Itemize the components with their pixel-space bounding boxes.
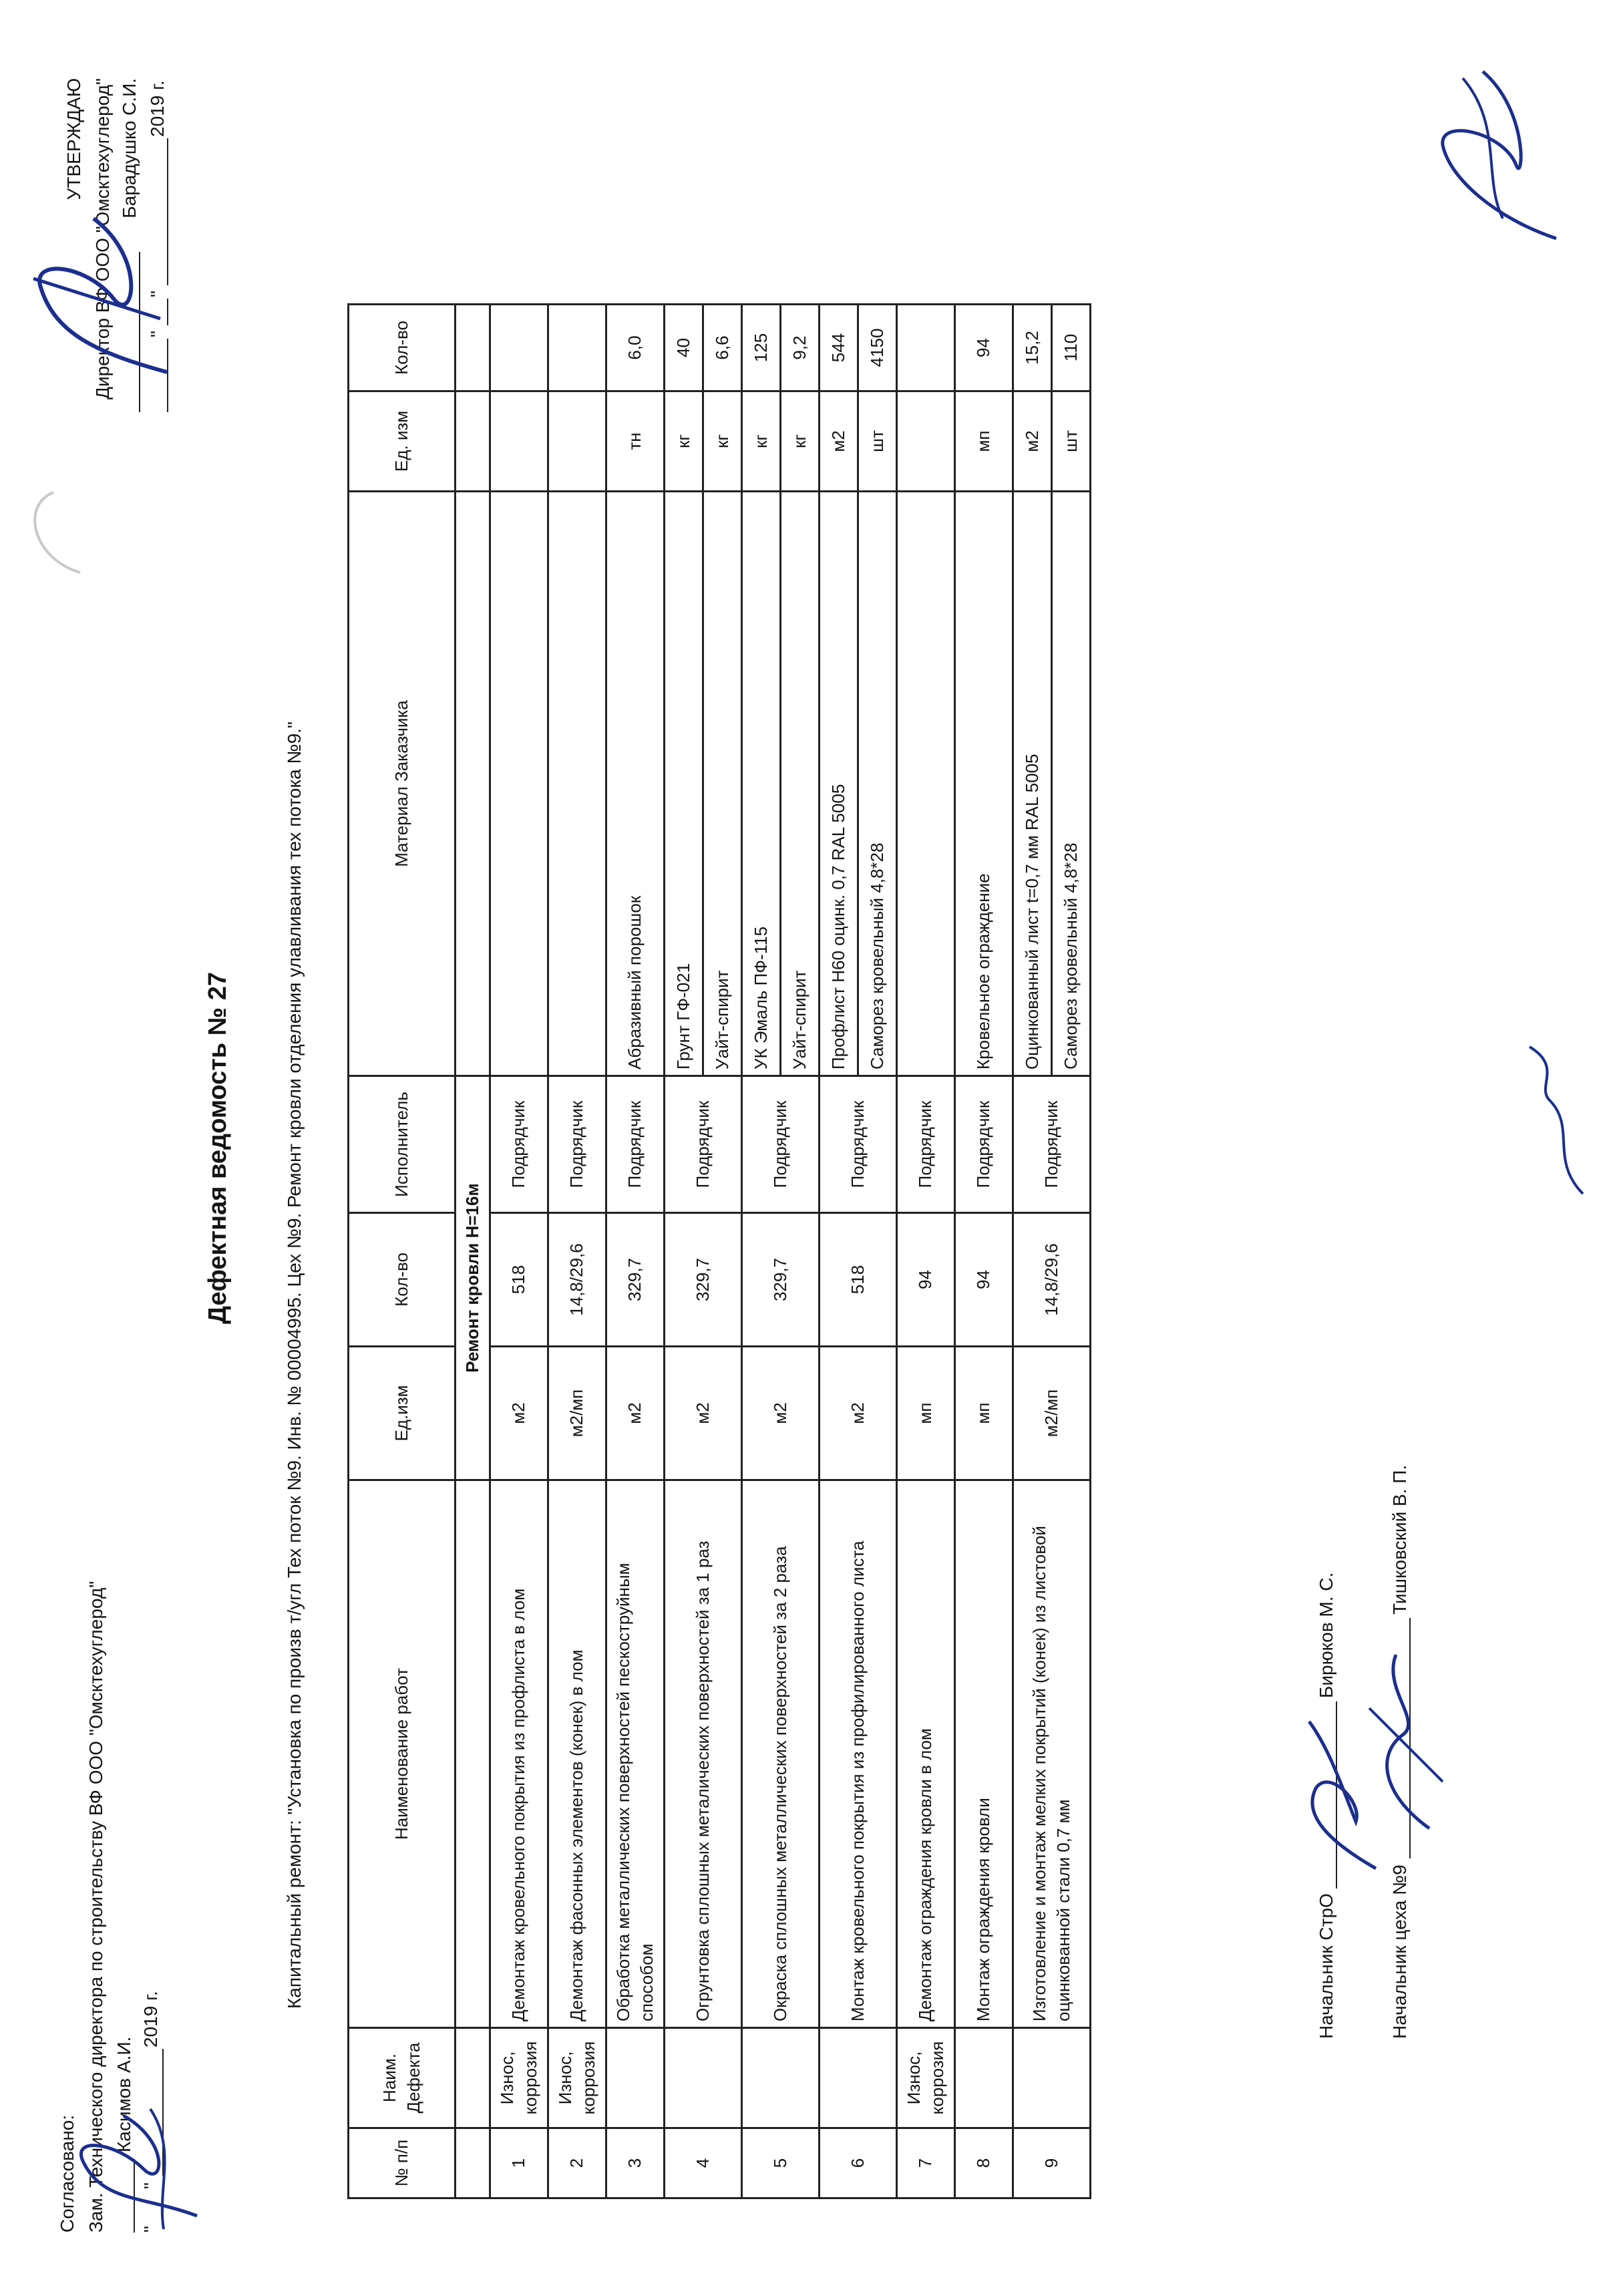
row-qty: 14,8/29,6 [548,1213,606,1347]
row-qty: 329,7 [606,1213,665,1347]
header-num: № п/п [349,2128,456,2198]
row-defect: Износ, коррозия [897,2028,955,2128]
table-row [897,305,955,2198]
row-work-name: Окраска сплошных металлических поверхностей за 2 раза [742,1480,820,2028]
document-subtitle: Капитальный ремонт: "Установка по произв т/угл Тех поток №9. Инв. № 00004995. Цех №9. Ремонт кровли отделения улавливания тех потока №9." [284,721,305,2009]
material-qty: 40 [665,305,703,391]
agreed-label: Согласовано: [57,2114,77,2233]
row-unit: м2 [606,1347,665,1480]
agreed-date-quote1: " [140,2226,161,2233]
row-unit: м2 [665,1347,742,1480]
material-unit: кг [781,391,820,492]
material-qty: 6,0 [606,305,665,391]
material-qty: 125 [742,305,781,391]
header-qty: Кол-во [349,1213,456,1347]
agreed-name: Касимов А.И. [114,2036,134,2152]
material-unit [548,391,606,492]
table-row [490,305,548,2198]
sig1-label: Начальник СтрО [1316,1893,1336,2039]
row-work-name: Демонтаж ограждения кровли в лом [897,1480,955,2028]
row-unit: м2 [490,1347,548,1480]
approve-position: Директор ВФ ООО "Омсктехуглерод" [92,78,113,399]
material-qty: 15,2 [1013,305,1052,391]
row-number: 6 [820,2128,897,2198]
material-qty: 6,6 [703,305,742,391]
material-name: Профлист Н60 оцинк. 0,7 RAL 5005 [820,492,858,1076]
sig2-label: Начальник цеха №9 [1389,1864,1410,2039]
section-title: Ремонт кровли Н=16м [456,1076,490,1480]
row-defect [665,2028,742,2128]
row-work-name: Демонтаж кровельного покрытия из профлиста в лом [490,1480,548,2028]
row-qty: 94 [897,1213,955,1347]
row-executor: Подрядчик [897,1076,955,1213]
material-qty: 544 [820,305,858,391]
table-row [820,305,858,2198]
material-name: Уайт-спирит [781,492,820,1076]
material-qty [548,305,606,391]
agreed-position: Зам. Технического директора по строительству ВФ ООО "Омсктехуглерод" [85,1581,106,2233]
row-work-name: Демонтаж фасонных элементов (конек) в лом [548,1480,606,2028]
material-qty [490,305,548,391]
row-qty: 329,7 [742,1213,820,1347]
signature-right-bottom [1423,58,1570,259]
material-name [548,492,606,1076]
row-unit: м2 [742,1347,820,1480]
material-unit: кг [665,391,703,492]
material-name: Оцинкованный лист t=0,7 мм RAL 5005 [1013,492,1052,1076]
header-defect: Наим. Дефекта [349,2028,456,2128]
table-row [606,305,665,2198]
table-row [548,305,606,2198]
table-row [1013,305,1052,2198]
sig1-name: Бирюков М. С. [1316,1572,1336,1698]
row-executor: Подрядчик [606,1076,665,1213]
material-name: УК Эмаль ПФ-115 [742,492,781,1076]
header-material: Материал Заказчика [349,492,456,1076]
row-number: 4 [665,2128,742,2198]
material-qty: 94 [955,305,1013,391]
row-executor: Подрядчик [820,1076,897,1213]
row-work-name: Монтаж ограждения кровли [955,1480,1013,2028]
row-qty: 94 [955,1213,1013,1347]
material-qty [897,305,955,391]
agreed-year: 2019 г. [140,1991,161,2047]
approve-date-quote1: " [147,331,168,337]
row-number: 7 [897,2128,955,2198]
material-name: Саморез кровельный 4,8*28 [1052,492,1091,1076]
stamp-mark [13,479,94,586]
material-name: Грунт ГФ-021 [665,492,703,1076]
material-name: Кровельное ограждение [955,492,1013,1076]
material-name: Уайт-спирит [703,492,742,1076]
material-unit: шт [858,391,897,492]
row-number: 1 [490,2128,548,2198]
row-unit: м2 [820,1347,897,1480]
table-row [665,305,703,2198]
row-unit: м2/мп [1013,1347,1091,1480]
material-unit: кг [742,391,781,492]
row-unit: мп [955,1347,1013,1480]
table-header-row [349,305,456,2198]
row-defect [742,2028,820,2128]
row-defect [1013,2028,1091,2128]
row-number: 5 [742,2128,820,2198]
signature-agreed [63,2096,217,2243]
row-defect [606,2028,665,2128]
row-defect [820,2028,897,2128]
table-row [955,305,1013,2198]
header-work: Наименование работ [349,1480,456,2028]
approve-label: УТВЕРЖДАЮ [63,78,84,200]
sig2-name: Тишковский В. П. [1389,1464,1410,1615]
row-number: 8 [955,2128,1013,2198]
row-number: 9 [1013,2128,1091,2198]
section-row [456,305,490,2198]
row-defect: Износ, коррозия [490,2028,548,2128]
row-qty: 329,7 [665,1213,742,1347]
material-unit [490,391,548,492]
signature-approve [13,192,187,392]
table-row [742,305,781,2198]
row-executor: Подрядчик [955,1076,1013,1213]
header-executor: Исполнитель [349,1076,456,1213]
row-executor: Подрядчик [490,1076,548,1213]
row-qty: 14,8/29,6 [1013,1213,1091,1347]
material-unit: кг [703,391,742,492]
defect-table [347,303,1091,2199]
signature-sig2 [1356,1641,1449,1842]
row-executor: Подрядчик [548,1076,606,1213]
row-work-name: Обработка металлических поверхностей пескоструйным способом [606,1480,665,2028]
row-number: 2 [548,2128,606,2198]
material-unit: шт [1052,391,1091,492]
row-executor: Подрядчик [1013,1076,1091,1213]
row-qty: 518 [820,1213,897,1347]
header-mat-unit: Ед. изм [349,391,456,492]
row-number: 3 [606,2128,665,2198]
header-unit: Ед.изм [349,1347,456,1480]
row-qty: 518 [490,1213,548,1347]
row-unit: мп [897,1347,955,1480]
material-unit: м2 [1013,391,1052,492]
row-defect [955,2028,1013,2128]
row-unit: м2/мп [548,1347,606,1480]
material-name [897,492,955,1076]
row-work-name: Монтаж кровельного покрытия из профилированного листа [820,1480,897,2028]
material-name: Саморез кровельный 4,8*28 [858,492,897,1076]
material-name: Абразивный порошок [606,492,665,1076]
approve-year: 2019 г. [147,80,168,137]
row-work-name: Огрунтовка сплошных металических поверхностей за 1 раз [665,1480,742,2028]
material-name [490,492,548,1076]
material-unit: м2 [820,391,858,492]
row-executor: Подрядчик [742,1076,820,1213]
row-work-name: Изготовление и монтаж мелких покрытий (конек) из листовой оцинкованной стали 0,7 мм [1013,1480,1091,2028]
row-executor: Подрядчик [665,1076,742,1213]
material-qty: 110 [1052,305,1091,391]
agreed-date-quote2: " [140,2182,161,2189]
approve-date-quote2: " [147,291,168,297]
material-qty: 4150 [858,305,897,391]
material-unit: мп [955,391,1013,492]
document-title: Дефектная ведомость № 27 [204,972,232,1324]
approve-name: Барадушко С.И. [119,78,140,218]
signature-bottom [1523,1040,1596,1200]
header-mat-qty: Кол-во [349,305,456,391]
material-qty: 9,2 [781,305,820,391]
material-unit: тн [606,391,665,492]
material-unit [897,391,955,492]
row-defect: Износ, коррозия [548,2028,606,2128]
